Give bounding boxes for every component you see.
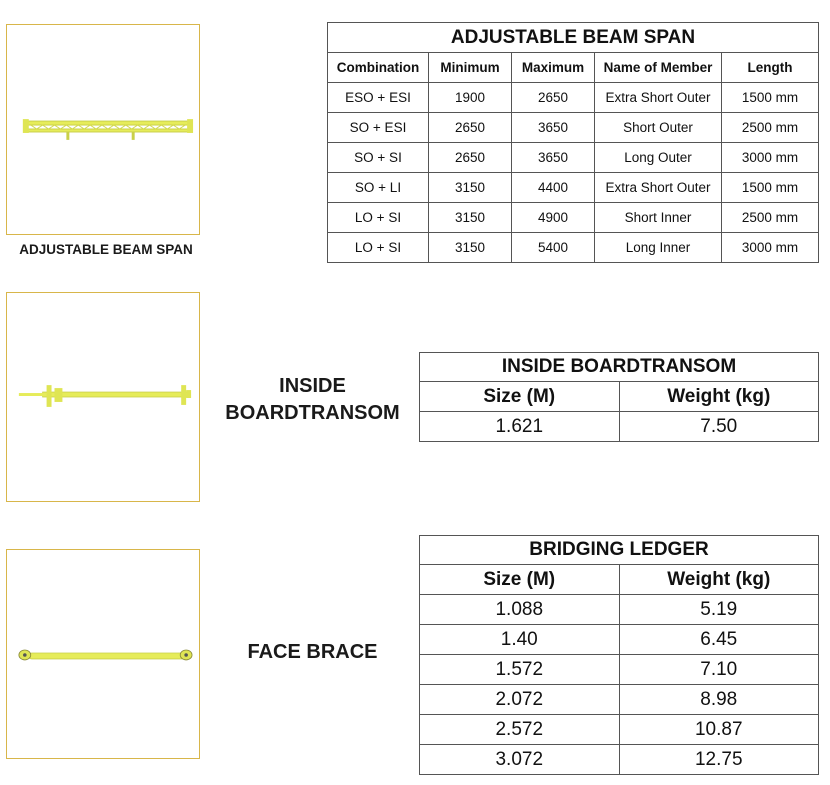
table-row: [328, 233, 819, 263]
table-cell: 4900: [512, 203, 595, 233]
transom-photo-frame: [6, 292, 200, 502]
table-cell: 1500 mm: [722, 173, 819, 203]
table-cell: 3150: [429, 203, 512, 233]
beam-photo-frame: [6, 24, 200, 235]
table-row: [328, 203, 819, 233]
ledger-table-title: BRIDGING LEDGER: [420, 536, 819, 565]
table-cell: Long Inner: [595, 233, 722, 263]
table-cell: Extra Short Outer: [595, 173, 722, 203]
table-cell: Short Outer: [595, 113, 722, 143]
beam-header-combination: Combination: [328, 53, 429, 83]
beam-table-title: ADJUSTABLE BEAM SPAN: [328, 23, 819, 53]
boardtransom-table: [419, 352, 819, 442]
table-cell: 2650: [512, 83, 595, 113]
table-cell: 6.45: [619, 625, 819, 655]
table-cell: 2650: [429, 113, 512, 143]
beam-caption: ADJUSTABLE BEAM SPAN: [19, 242, 193, 257]
transom-caption-line1: INSIDE: [279, 375, 346, 397]
table-row: [420, 745, 819, 775]
table-cell: 7.50: [619, 412, 819, 442]
table-cell: SO + ESI: [328, 113, 429, 143]
table-cell: 1.40: [420, 625, 620, 655]
table-cell: 3.072: [420, 745, 620, 775]
table-row: [420, 625, 819, 655]
table-cell: 3150: [429, 233, 512, 263]
table-row: [328, 113, 819, 143]
beam-header-member: Name of Member: [595, 53, 722, 83]
transom-caption-line2: BOARDTRANSOM: [225, 402, 400, 424]
table-cell: 3000 mm: [722, 233, 819, 263]
beam-header-length: Length: [722, 53, 819, 83]
boardtransom-image: [7, 293, 199, 501]
table-row: [328, 143, 819, 173]
table-cell: Long Outer: [595, 143, 722, 173]
table-row: [328, 173, 819, 203]
table-cell: 1.572: [420, 655, 620, 685]
table-row: [420, 715, 819, 745]
table-cell: Extra Short Outer: [595, 83, 722, 113]
beam-header-minimum: Minimum: [429, 53, 512, 83]
table-cell: 1900: [429, 83, 512, 113]
table-row: [328, 83, 819, 113]
ledger-header-size: Size (M): [420, 565, 620, 595]
table-cell: 7.10: [619, 655, 819, 685]
table-cell: 3650: [512, 143, 595, 173]
table-cell: 12.75: [619, 745, 819, 775]
table-cell: LO + SI: [328, 233, 429, 263]
brace-photo-frame: [6, 549, 200, 759]
table-cell: Short Inner: [595, 203, 722, 233]
table-cell: 8.98: [619, 685, 819, 715]
table-cell: SO + LI: [328, 173, 429, 203]
truss-beam-image: [7, 25, 199, 234]
table-cell: 3150: [429, 173, 512, 203]
transom-header-weight: Weight (kg): [619, 382, 819, 412]
table-row: [420, 655, 819, 685]
table-row: [420, 412, 819, 442]
ledger-header-weight: Weight (kg): [619, 565, 819, 595]
table-cell: 1500 mm: [722, 83, 819, 113]
table-cell: 3000 mm: [722, 143, 819, 173]
table-cell: 1.088: [420, 595, 620, 625]
table-cell: LO + SI: [328, 203, 429, 233]
table-cell: SO + SI: [328, 143, 429, 173]
table-cell: 2500 mm: [722, 113, 819, 143]
brace-caption: FACE BRACE: [247, 641, 378, 663]
table-cell: 2500 mm: [722, 203, 819, 233]
table-cell: 1.621: [420, 412, 620, 442]
table-cell: 2.572: [420, 715, 620, 745]
table-cell: 10.87: [619, 715, 819, 745]
table-cell: ESO + ESI: [328, 83, 429, 113]
table-cell: 4400: [512, 173, 595, 203]
bridging-ledger-table: [419, 535, 819, 775]
table-cell: 2.072: [420, 685, 620, 715]
transom-table-title: INSIDE BOARDTRANSOM: [420, 353, 819, 382]
table-row: [420, 685, 819, 715]
table-cell: 5.19: [619, 595, 819, 625]
table-row: [420, 595, 819, 625]
table-cell: 5400: [512, 233, 595, 263]
beam-span-table: [327, 22, 819, 263]
beam-header-maximum: Maximum: [512, 53, 595, 83]
transom-caption: [210, 373, 415, 427]
transom-header-size: Size (M): [420, 382, 620, 412]
face-brace-image: [7, 550, 199, 758]
table-cell: 3650: [512, 113, 595, 143]
table-cell: 2650: [429, 143, 512, 173]
